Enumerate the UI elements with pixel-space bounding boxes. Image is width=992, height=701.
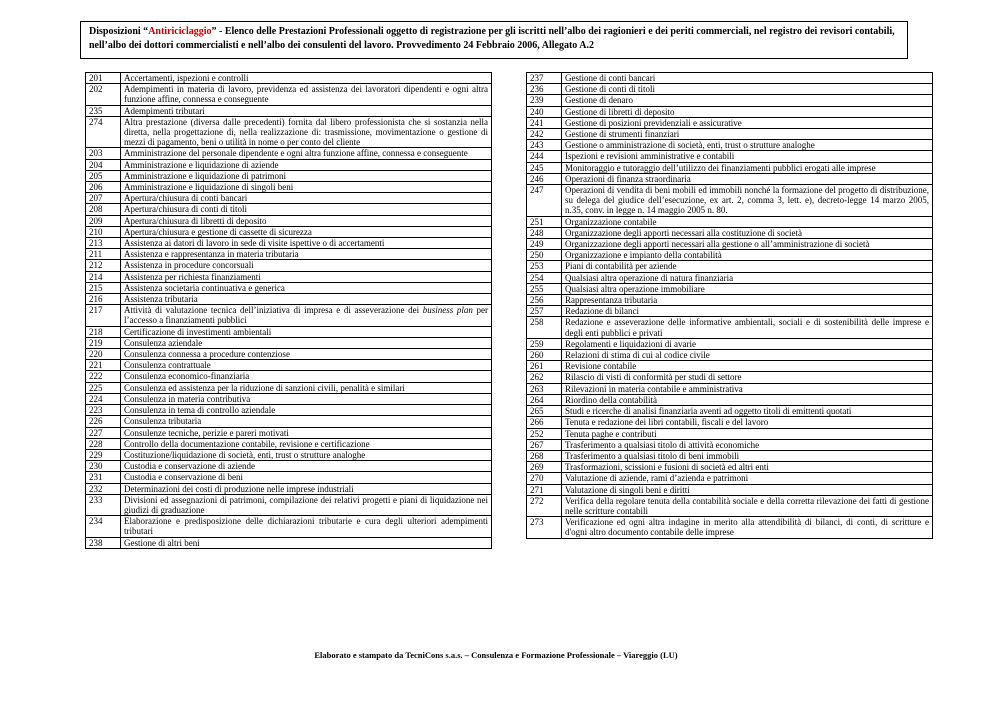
service-description: Certificazione di investimenti ambientali xyxy=(121,326,492,337)
service-description: Assistenza tributaria xyxy=(121,294,492,305)
service-description: Divisioni ed assegnazioni di patrimoni, compilazione dei relativi progetti e piani di liquidazione nei giudizi di graduazione xyxy=(121,494,492,515)
service-code: 255 xyxy=(527,283,562,294)
service-code: 212 xyxy=(86,260,121,271)
service-description: Piani di contabilità per aziende xyxy=(562,261,933,272)
table-row xyxy=(86,449,492,460)
service-description: Apertura/chiusura di libretti di deposito xyxy=(121,215,492,226)
table-row xyxy=(86,305,492,326)
right-services-table xyxy=(526,72,933,539)
table-row xyxy=(527,117,933,128)
table-row xyxy=(527,350,933,361)
table-row xyxy=(527,317,933,338)
service-description: Gestione di posizioni previdenziali e assicurative xyxy=(562,117,933,128)
table-row xyxy=(86,226,492,237)
service-description: Accertamenti, ispezioni e controlli xyxy=(121,73,492,84)
table-row xyxy=(527,383,933,394)
table-row xyxy=(86,483,492,494)
service-code: 231 xyxy=(86,472,121,483)
service-code: 205 xyxy=(86,170,121,181)
service-code: 261 xyxy=(527,361,562,372)
service-description: Gestione di altri beni xyxy=(121,537,492,548)
table-row xyxy=(527,272,933,283)
service-code: 216 xyxy=(86,294,121,305)
service-description: Gestione di libretti di deposito xyxy=(562,106,933,117)
table-row xyxy=(86,427,492,438)
service-code: 243 xyxy=(527,140,562,151)
service-code: 208 xyxy=(86,204,121,215)
service-code: 204 xyxy=(86,159,121,170)
service-description: Valutazione di aziende, rami d’azienda e patrimoni xyxy=(562,473,933,484)
service-description: Ispezioni e revisioni amministrative e contabili xyxy=(562,151,933,162)
service-description: Custodia e conservazione di beni xyxy=(121,472,492,483)
service-code: 230 xyxy=(86,461,121,472)
service-code: 225 xyxy=(86,382,121,393)
service-code: 242 xyxy=(527,129,562,140)
table-row xyxy=(527,261,933,272)
service-description: Rappresentanza tributaria xyxy=(562,295,933,306)
service-description: Tenuta e redazione dei libri contabili, fiscali e del lavoro xyxy=(562,417,933,428)
service-description: Consulenza economico-finanziaria xyxy=(121,371,492,382)
service-description: Regolamenti e liquidazioni di avarie xyxy=(562,338,933,349)
service-code: 217 xyxy=(86,305,121,326)
footer-credit: Elaborato e stampato da TecniCons s.a.s. – Consulenza e Formazione Professionale – Viareggio (LU) xyxy=(314,650,678,660)
service-description: Valutazione di singoli beni e diritti xyxy=(562,484,933,495)
service-code: 215 xyxy=(86,282,121,293)
service-code: 249 xyxy=(527,239,562,250)
service-code: 258 xyxy=(527,317,562,338)
service-description: Organizzazione degli apporti necessari alla costituzione di società xyxy=(562,227,933,238)
table-row xyxy=(527,450,933,461)
service-code: 262 xyxy=(527,372,562,383)
table-row xyxy=(527,372,933,383)
service-description: Costituzione/liquidazione di società, enti, trust o strutture analoghe xyxy=(121,449,492,460)
left-services-table xyxy=(85,72,492,549)
service-code: 220 xyxy=(86,349,121,360)
table-row xyxy=(86,260,492,271)
service-description: Gestione di strumenti finanziari xyxy=(562,129,933,140)
table-row xyxy=(527,151,933,162)
service-code: 246 xyxy=(527,173,562,184)
table-row xyxy=(86,282,492,293)
service-description: Assistenza ai datori di lavoro in sede di visite ispettive o di accertamenti xyxy=(121,238,492,249)
table-row xyxy=(86,416,492,427)
service-description: Rilascio di visti di conformità per studi di settore xyxy=(562,372,933,383)
table-row xyxy=(86,326,492,337)
service-description: Adempimenti tributari xyxy=(121,105,492,116)
service-code: 264 xyxy=(527,394,562,405)
service-description: Consulenza in materia contributiva xyxy=(121,393,492,404)
table-row xyxy=(527,406,933,417)
service-code: 201 xyxy=(86,73,121,84)
service-code: 244 xyxy=(527,151,562,162)
table-row xyxy=(527,129,933,140)
table-row xyxy=(86,405,492,416)
service-code: 267 xyxy=(527,439,562,450)
service-description: Organizzazione e impianto della contabilità xyxy=(562,250,933,261)
service-description: Gestione di conti bancari xyxy=(562,73,933,84)
service-description: Custodia e conservazione di aziende xyxy=(121,461,492,472)
service-code: 250 xyxy=(527,250,562,261)
service-description: Qualsiasi altra operazione immobiliare xyxy=(562,283,933,294)
service-code: 233 xyxy=(86,494,121,515)
service-description: Apertura/chiusura di conti di titoli xyxy=(121,204,492,215)
table-row xyxy=(527,394,933,405)
table-row xyxy=(527,283,933,294)
service-code: 213 xyxy=(86,238,121,249)
service-code: 245 xyxy=(527,162,562,173)
table-row xyxy=(86,371,492,382)
service-description: Organizzazione degli apporti necessari alla gestione o all’amministrazione di società xyxy=(562,239,933,250)
service-code: 251 xyxy=(527,216,562,227)
table-row xyxy=(86,238,492,249)
service-code: 219 xyxy=(86,337,121,348)
table-row xyxy=(527,462,933,473)
service-code: 260 xyxy=(527,350,562,361)
service-code: 263 xyxy=(527,383,562,394)
table-row xyxy=(86,472,492,483)
service-description xyxy=(121,305,492,326)
service-code: 248 xyxy=(527,227,562,238)
service-description: Gestione di conti di titoli xyxy=(562,84,933,95)
table-row xyxy=(86,393,492,404)
header-keyword: Antiriciclaggio xyxy=(148,26,212,37)
table-row xyxy=(527,295,933,306)
table-row xyxy=(527,106,933,117)
table-row xyxy=(527,162,933,173)
service-code: 256 xyxy=(527,295,562,306)
table-row xyxy=(86,537,492,548)
service-description: Studi e ricerche di analisi finanziaria aventi ad oggetto titoli di emittenti quotati xyxy=(562,406,933,417)
table-row xyxy=(527,227,933,238)
service-description: Determinazioni dei costi di produzione nelle imprese industriali xyxy=(121,483,492,494)
service-description: Amministrazione e liquidazione di aziende xyxy=(121,159,492,170)
table-row xyxy=(86,494,492,515)
service-code: 265 xyxy=(527,406,562,417)
table-row xyxy=(86,249,492,260)
service-code: 226 xyxy=(86,416,121,427)
service-description: Elaborazione e predisposizione delle dichiarazioni tributarie e cura degli ulteriori adempimenti tributari xyxy=(121,516,492,537)
table-row xyxy=(527,173,933,184)
table-row xyxy=(527,239,933,250)
table-row xyxy=(86,294,492,305)
service-code: 229 xyxy=(86,449,121,460)
table-row xyxy=(86,461,492,472)
table-row xyxy=(86,84,492,105)
service-description: Consulenza contrattuale xyxy=(121,360,492,371)
service-description: Assistenza societaria continuativa e generica xyxy=(121,282,492,293)
table-row xyxy=(86,170,492,181)
service-description: Verifica della regolare tenuta della contabilità sociale e della corretta rilevazione dei fatti di gestione nelle scritture contabili xyxy=(562,495,933,516)
service-code: 269 xyxy=(527,462,562,473)
service-code: 239 xyxy=(527,95,562,106)
service-code: 206 xyxy=(86,182,121,193)
service-description: Amministrazione del personale dipendente e ogni altra funzione affine, connessa e conseguente xyxy=(121,148,492,159)
service-code: 236 xyxy=(527,84,562,95)
table-row xyxy=(527,484,933,495)
table-row xyxy=(86,215,492,226)
service-code: 235 xyxy=(86,105,121,116)
service-description: Trasferimento a qualsiasi titolo di beni immobili xyxy=(562,450,933,461)
service-code: 223 xyxy=(86,405,121,416)
service-code: 210 xyxy=(86,226,121,237)
service-code: 234 xyxy=(86,516,121,537)
table-row xyxy=(527,439,933,450)
service-description: Amministrazione e liquidazione di patrimoni xyxy=(121,170,492,181)
table-row xyxy=(86,438,492,449)
table-row xyxy=(527,495,933,516)
table-row xyxy=(527,73,933,84)
service-description: Verificazione ed ogni altra indagine in merito alla attendibilità di bilanci, di conti, di scritture e d'ogni altro documento contabile delle imprese xyxy=(562,517,933,538)
service-code: 237 xyxy=(527,73,562,84)
service-description-part: per l’accesso a finanziamenti pubblici xyxy=(124,305,489,326)
service-code: 274 xyxy=(86,116,121,148)
service-description: Consulenza connessa a procedure contenziose xyxy=(121,349,492,360)
service-description: Rilevazioni in materia contabile e amministrativa xyxy=(562,383,933,394)
table-row xyxy=(86,271,492,282)
header-prefix: Disposizioni “ xyxy=(89,26,149,37)
header-rest: ” - Elenco delle Prestazioni Professionali oggetto di registrazione per gli iscritti nell’albo dei ragionieri e dei periti commerciali, nel registro dei revisori contabili, nell’albo dei dottori commercialisti e nell’albo dei consulenti del lavoro. Provvedimento 24 Febbraio 2006, Allegato A.2 xyxy=(89,26,895,51)
table-row xyxy=(527,306,933,317)
service-description: Operazioni di vendita di beni mobili ed immobili nonché la formazione del progetto di distribuzione, su delega del giudice dell’esecuzione, ex art. 2, comma 3, lett. e), decreto-legge 14 marzo 2005, n.35, conv. in legge n. 14 maggio 2005 n. 80. xyxy=(562,185,933,217)
service-description: Altra prestazione (diversa dalle precedenti) fornita dal libero professionista che si sostanzia nella diretta, nella progettazione di, nella realizzazione di: trasmissione, movimentazione o gestione di mezzi di pagamento, beni o utilità in nome o per conto del cliente xyxy=(121,116,492,148)
table-row xyxy=(86,116,492,148)
service-description: Consulenza ed assistenza per la riduzione di sanzioni civili, penalità e similari xyxy=(121,382,492,393)
table-row xyxy=(86,193,492,204)
table-row xyxy=(86,73,492,84)
service-code: 211 xyxy=(86,249,121,260)
service-description: Assistenza per richiesta finanziamenti xyxy=(121,271,492,282)
service-code: 266 xyxy=(527,417,562,428)
service-code: 257 xyxy=(527,306,562,317)
table-row xyxy=(86,105,492,116)
table-row xyxy=(527,185,933,217)
service-description: Gestione di denaro xyxy=(562,95,933,106)
table-row xyxy=(527,428,933,439)
table-row xyxy=(527,250,933,261)
service-description: Assistenza in procedure concorsuali xyxy=(121,260,492,271)
service-description: Riordino della contabilità xyxy=(562,394,933,405)
service-description: Qualsiasi altra operazione di natura finanziaria xyxy=(562,272,933,283)
service-description: Relazioni di stima di cui al codice civile xyxy=(562,350,933,361)
service-code: 221 xyxy=(86,360,121,371)
service-description: Trasferimento a qualsiasi titolo di attività economiche xyxy=(562,439,933,450)
service-code: 224 xyxy=(86,393,121,404)
document-header xyxy=(80,21,908,59)
service-code: 203 xyxy=(86,148,121,159)
service-code: 207 xyxy=(86,193,121,204)
service-code: 270 xyxy=(527,473,562,484)
service-description: Trasformazioni, scissioni e fusioni di società ed altri enti xyxy=(562,462,933,473)
service-description: Tenuta paghe e contributi xyxy=(562,428,933,439)
service-description: Redazione di bilanci xyxy=(562,306,933,317)
service-code: 252 xyxy=(527,428,562,439)
service-code: 272 xyxy=(527,495,562,516)
service-description: Consulenza tributaria xyxy=(121,416,492,427)
service-description: Gestione o amministrazione di società, enti, trust o strutture analoghe xyxy=(562,140,933,151)
service-code: 214 xyxy=(86,271,121,282)
service-code: 247 xyxy=(527,185,562,217)
table-row xyxy=(527,216,933,227)
service-code: 268 xyxy=(527,450,562,461)
table-row xyxy=(86,337,492,348)
service-code: 218 xyxy=(86,326,121,337)
service-code: 240 xyxy=(527,106,562,117)
service-description: Consulenza in tema di controllo aziendale xyxy=(121,405,492,416)
table-row xyxy=(86,159,492,170)
table-row xyxy=(86,182,492,193)
service-description: Monitoraggio e tutoraggio dell’utilizzo dei finanziamenti pubblici erogati alle imprese xyxy=(562,162,933,173)
service-description: Adempimenti in materia di lavoro, previdenza ed assistenza dei lavoratori dipendenti e ogni altra funzione affine, connessa e conseguente xyxy=(121,84,492,105)
service-code: 238 xyxy=(86,537,121,548)
service-description-part: Attività di valutazione tecnica dell’iniziativa di impresa e di asseverazione dei xyxy=(124,305,420,316)
table-row xyxy=(86,516,492,537)
service-code: 202 xyxy=(86,84,121,105)
service-code: 209 xyxy=(86,215,121,226)
service-code: 259 xyxy=(527,338,562,349)
service-description: Apertura/chiusura di conti bancari xyxy=(121,193,492,204)
service-description: Redazione e asseverazione delle informative ambientali, sociali e di sostenibilità delle imprese e degli enti pubblici e privati xyxy=(562,317,933,338)
table-row xyxy=(86,148,492,159)
service-description-italic: business plan xyxy=(422,305,473,316)
service-description: Assistenza e rappresentanza in materia tributaria xyxy=(121,249,492,260)
table-row xyxy=(86,349,492,360)
table-row xyxy=(527,517,933,538)
service-description: Organizzazione contabile xyxy=(562,216,933,227)
service-code: 253 xyxy=(527,261,562,272)
table-row xyxy=(527,95,933,106)
service-description: Consulenza aziendale xyxy=(121,337,492,348)
table-row xyxy=(527,338,933,349)
service-code: 222 xyxy=(86,371,121,382)
service-code: 273 xyxy=(527,517,562,538)
service-description: Apertura/chiusura e gestione di cassette di sicurezza xyxy=(121,226,492,237)
service-description: Amministrazione e liquidazione di singoli beni xyxy=(121,182,492,193)
service-code: 241 xyxy=(527,117,562,128)
table-row xyxy=(527,140,933,151)
service-code: 228 xyxy=(86,438,121,449)
service-description: Revisione contabile xyxy=(562,361,933,372)
service-code: 227 xyxy=(86,427,121,438)
table-row xyxy=(527,417,933,428)
service-code: 271 xyxy=(527,484,562,495)
service-code: 232 xyxy=(86,483,121,494)
table-row xyxy=(86,360,492,371)
table-row xyxy=(527,473,933,484)
table-row xyxy=(527,84,933,95)
service-description: Consulenze tecniche, perizie e pareri motivati xyxy=(121,427,492,438)
service-code: 254 xyxy=(527,272,562,283)
table-row xyxy=(86,382,492,393)
service-description: Controllo della documentazione contabile, revisione e certificazione xyxy=(121,438,492,449)
table-row xyxy=(527,361,933,372)
service-description: Operazioni di finanza straordinaria xyxy=(562,173,933,184)
table-row xyxy=(86,204,492,215)
